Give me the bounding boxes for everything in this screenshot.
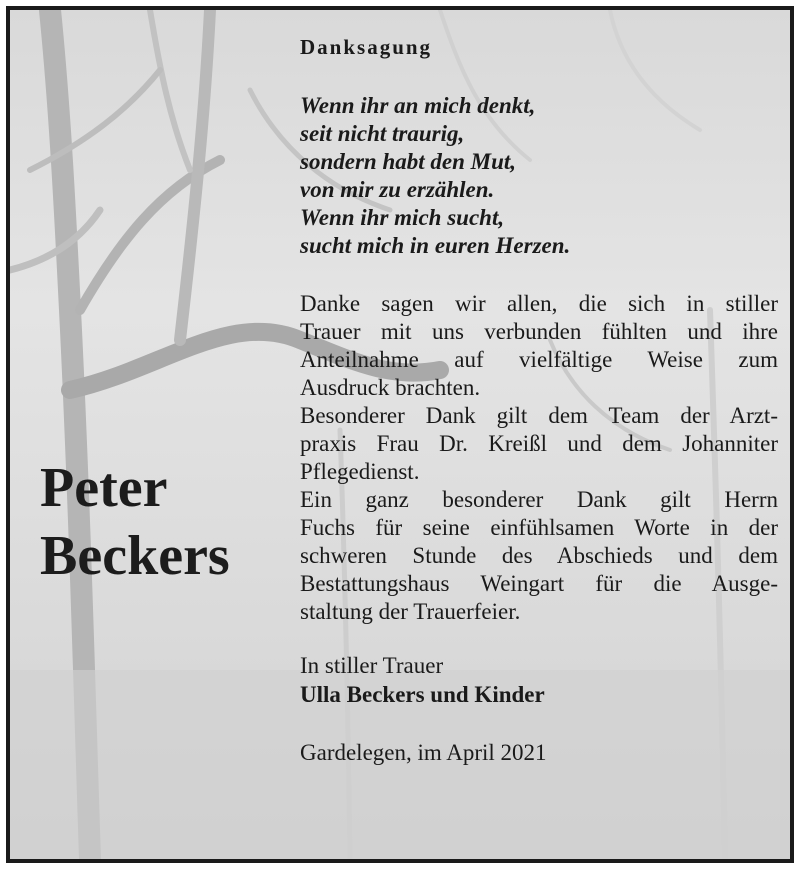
signer: Ulla Beckers und Kinder	[300, 682, 545, 707]
text-line: Besonderer Dank gilt dem Team der Arzt-	[300, 403, 778, 428]
poem-line: sondern habt den Mut,	[300, 149, 517, 174]
text-line: praxis Frau Dr. Kreißl und dem Johanniter	[300, 431, 778, 456]
poem-line: von mir zu erzählen.	[300, 177, 495, 202]
text-line: Ausdruck brachten.	[300, 375, 481, 400]
poem-line: seit nicht traurig,	[300, 121, 465, 146]
closing	[300, 651, 778, 709]
closing-line: In stiller Trauer	[300, 653, 444, 678]
text-line: staltung der Trauerfeier.	[300, 599, 521, 624]
thank-you-text	[300, 290, 778, 626]
paragraph	[300, 290, 778, 402]
text-line: Ein ganz besonderer Dank gilt Herrn	[300, 487, 778, 512]
deceased-first-name: Peter	[40, 457, 168, 519]
place-date: Gardelegen, im April 2021	[300, 740, 547, 765]
poem-line: sucht mich in euren Herzen.	[300, 233, 571, 258]
paragraph	[300, 402, 778, 486]
text-line: Danke sagen wir allen, die sich in stiller	[300, 291, 778, 316]
text-line: Bestattungshaus Weingart für die Ausge-	[300, 571, 778, 596]
text-line: Pflegedienst.	[300, 459, 420, 484]
text-line: schweren Stunde des Abschieds und dem	[300, 543, 778, 568]
deceased-name	[40, 454, 290, 590]
poem-line: Wenn ihr mich sucht,	[300, 205, 505, 230]
notice-content	[300, 32, 778, 767]
deceased-last-name: Beckers	[40, 525, 230, 587]
poem	[300, 92, 778, 260]
text-line: Trauer mit uns verbunden fühlten und ihre	[300, 319, 778, 344]
obituary-frame	[6, 6, 794, 863]
paragraph	[300, 486, 778, 626]
poem-line: Wenn ihr an mich denkt,	[300, 93, 536, 118]
text-line: Anteilnahme auf vielfältige Weise zum	[300, 347, 778, 372]
text-line: Fuchs für seine einfühlsamen Worte in der	[300, 515, 778, 540]
heading: Danksagung	[300, 35, 433, 59]
